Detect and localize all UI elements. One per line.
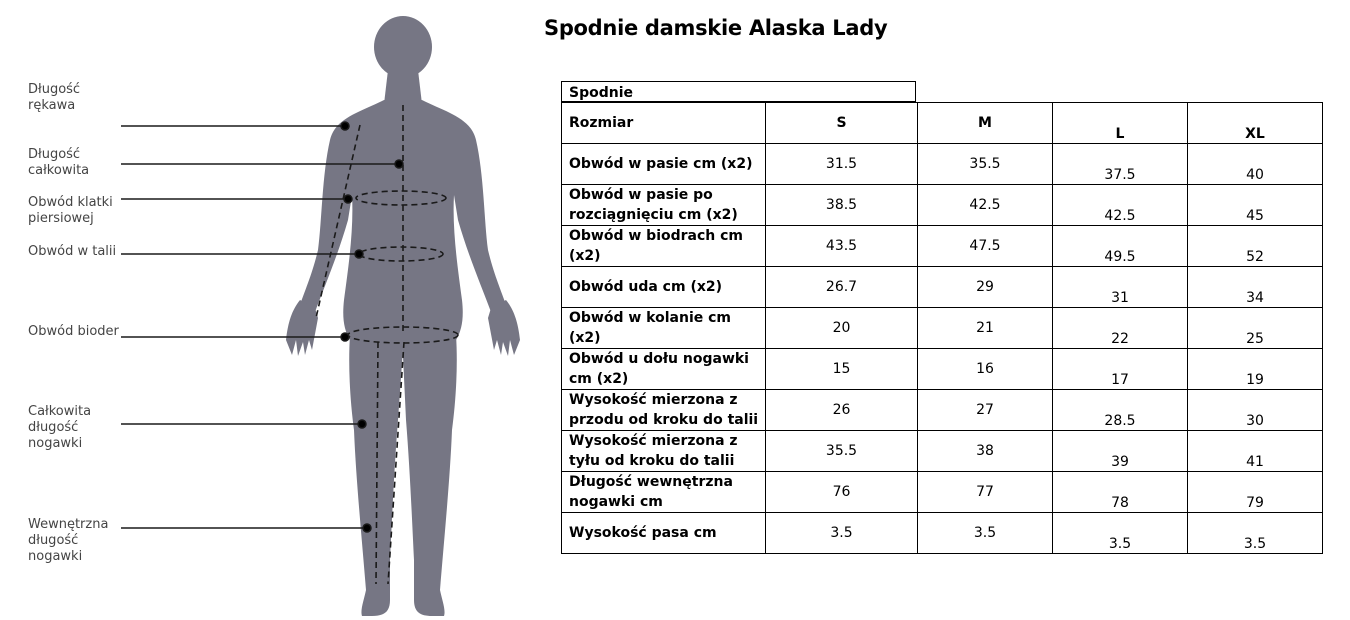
header-size-m: M xyxy=(918,103,1053,144)
label-inner-leg-length: Wewnętrzna długość nogawki xyxy=(28,517,109,564)
cell-value: 16 xyxy=(918,349,1053,390)
row-label: Obwód w biodrach cm (x2) xyxy=(562,226,766,267)
table-row xyxy=(562,308,1323,349)
cell-value: 22 xyxy=(1053,308,1188,349)
label-sleeve-length: Długość rękawa xyxy=(28,82,81,113)
cell-value: 42.5 xyxy=(1053,185,1188,226)
row-label: Wysokość mierzona z przodu od kroku do talii xyxy=(562,390,766,431)
header-size-label: Rozmiar xyxy=(562,103,766,144)
row-label: Obwód w pasie po rozciągnięciu cm (x2) xyxy=(562,185,766,226)
cell-value: 35.5 xyxy=(766,431,918,472)
cell-value: 37.5 xyxy=(1053,144,1188,185)
table-row xyxy=(562,226,1323,267)
cell-value: 41 xyxy=(1188,431,1323,472)
label-chest-circumference: Obwód klatki piersiowej xyxy=(28,195,113,226)
label-waist-circumference: Obwód w talii xyxy=(28,244,117,259)
cell-value: 43.5 xyxy=(766,226,918,267)
cell-value: 40 xyxy=(1188,144,1323,185)
cell-value: 38.5 xyxy=(766,185,918,226)
row-label: Obwód uda cm (x2) xyxy=(562,267,766,308)
row-label: Wysokość mierzona z tyłu od kroku do talii xyxy=(562,431,766,472)
cell-value: 38 xyxy=(918,431,1053,472)
label-total-leg-length: Całkowita długość nogawki xyxy=(28,404,92,451)
cell-value: 76 xyxy=(766,472,918,513)
size-table xyxy=(561,102,1323,554)
cell-value: 25 xyxy=(1188,308,1323,349)
table-row xyxy=(562,390,1323,431)
cell-value: 52 xyxy=(1188,226,1323,267)
header-size-l: L xyxy=(1053,103,1188,144)
cell-value: 39 xyxy=(1053,431,1188,472)
cell-value: 21 xyxy=(918,308,1053,349)
cell-value: 49.5 xyxy=(1053,226,1188,267)
table-row xyxy=(562,349,1323,390)
header-size-s: S xyxy=(766,103,918,144)
table-row xyxy=(562,267,1323,308)
cell-value: 3.5 xyxy=(1188,513,1323,554)
label-total-length: Długość całkowita xyxy=(28,147,90,178)
page-title: Spodnie damskie Alaska Lady xyxy=(544,16,888,40)
cell-value: 78 xyxy=(1053,472,1188,513)
cell-value: 17 xyxy=(1053,349,1188,390)
row-label: Długość wewnętrzna nogawki cm xyxy=(562,472,766,513)
cell-value: 27 xyxy=(918,390,1053,431)
cell-value: 35.5 xyxy=(918,144,1053,185)
cell-value: 45 xyxy=(1188,185,1323,226)
row-label: Obwód u dołu nogawki cm (x2) xyxy=(562,349,766,390)
cell-value: 79 xyxy=(1188,472,1323,513)
cell-value: 26.7 xyxy=(766,267,918,308)
cell-value: 3.5 xyxy=(918,513,1053,554)
label-hip-circumference: Obwód bioder xyxy=(28,324,119,339)
table-row xyxy=(562,185,1323,226)
cell-value: 28.5 xyxy=(1053,390,1188,431)
cell-value: 30 xyxy=(1188,390,1323,431)
cell-value: 77 xyxy=(918,472,1053,513)
cell-value: 19 xyxy=(1188,349,1323,390)
table-row xyxy=(562,472,1323,513)
cell-value: 47.5 xyxy=(918,226,1053,267)
row-label: Obwód w kolanie cm (x2) xyxy=(562,308,766,349)
cell-value: 3.5 xyxy=(1053,513,1188,554)
row-label: Obwód w pasie cm (x2) xyxy=(562,144,766,185)
cell-value: 34 xyxy=(1188,267,1323,308)
cell-value: 3.5 xyxy=(766,513,918,554)
row-label: Wysokość pasa cm xyxy=(562,513,766,554)
table-row xyxy=(562,431,1323,472)
table-header-row xyxy=(562,103,1323,144)
table-row xyxy=(562,144,1323,185)
table-row xyxy=(562,513,1323,554)
cell-value: 20 xyxy=(766,308,918,349)
cell-value: 42.5 xyxy=(918,185,1053,226)
cell-value: 26 xyxy=(766,390,918,431)
cell-value: 29 xyxy=(918,267,1053,308)
header-size-xl: XL xyxy=(1188,103,1323,144)
cell-value: 31 xyxy=(1053,267,1188,308)
cell-value: 31.5 xyxy=(766,144,918,185)
table-section-header: Spodnie xyxy=(561,81,916,102)
cell-value: 15 xyxy=(766,349,918,390)
